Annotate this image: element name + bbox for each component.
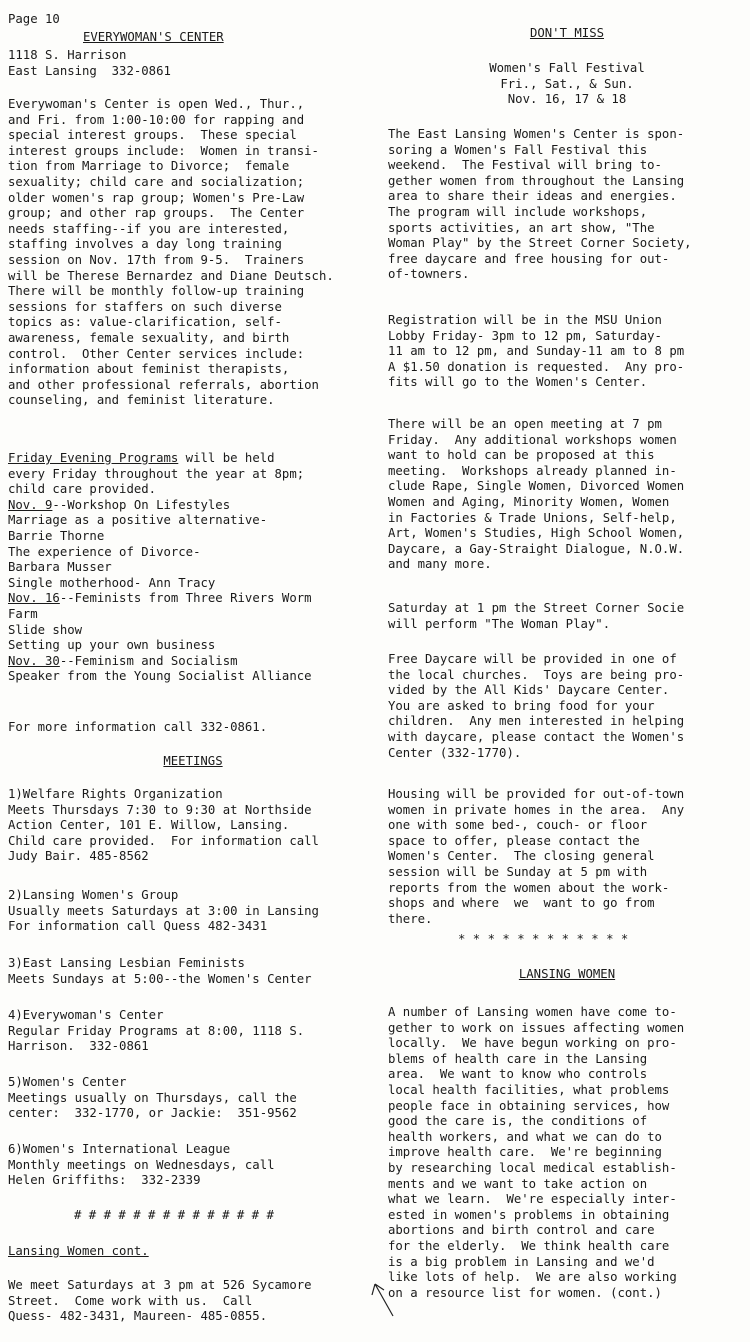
text-line: Art, Women's Studies, High School Women,: [388, 526, 685, 541]
text-line: women in private homes in the area. Any: [388, 802, 685, 817]
text-line: interest groups include: Women in transi-: [8, 143, 319, 158]
program-text: child care provided.: [8, 482, 157, 497]
text-line: control. Other Center services include:: [8, 346, 305, 361]
text-line: information about feminist therapists,: [8, 362, 290, 377]
text-line: the local churches. Toys are being pro-: [388, 667, 685, 682]
text-line: Daycare, a Gay-Straight Dialogue, N.O.W.: [388, 541, 685, 556]
text-line: sexuality; child care and socialization;: [8, 174, 305, 189]
text-line: like lots of help. We are also working: [388, 1270, 677, 1285]
text-line: Monthly meetings on Wednesdays, call: [8, 1157, 275, 1172]
text-line: Street. Come work with us. Call: [8, 1293, 253, 1308]
text-line: sports activities, an art show, "The: [388, 220, 655, 235]
text-line: staffing involves a day long training: [8, 237, 282, 252]
text-line: by researching local medical establish-: [388, 1160, 677, 1175]
text-line: 2)Lansing Women's Group: [8, 888, 179, 902]
text-line: counseling, and feminist literature.: [8, 393, 275, 408]
text-line: Registration will be in the MSU Union: [388, 313, 662, 327]
page-label: Page 10: [8, 12, 60, 26]
text-line: one with some bed-, couch- or floor: [388, 818, 648, 833]
text-line: on a resource list for women. (cont.): [388, 1285, 662, 1300]
text-line: meeting. Workshops already planned in-: [388, 463, 677, 478]
text-line: ested in women's problems in obtaining: [388, 1207, 670, 1222]
text-line: There will be monthly follow-up training: [8, 284, 305, 299]
text-line: The East Lansing Women's Center is spon-: [388, 127, 685, 141]
text-line: blems of health care in the Lansing: [388, 1051, 648, 1066]
text-line: Helen Griffiths: 332-2339: [8, 1173, 201, 1188]
text-line: locally. We have begun working on pro-: [388, 1036, 677, 1051]
text-line: vided by the All Kids' Daycare Center.: [388, 683, 670, 698]
text-line: Housing will be provided for out-of-town: [388, 787, 685, 801]
text-line: The program will include workshops,: [388, 204, 648, 219]
text-line: 6)Women's International League: [8, 1142, 231, 1156]
program-text: Speaker from the Young Socialist Alliance: [8, 669, 312, 684]
text-line: Women's Center. The closing general: [388, 849, 655, 864]
text-line: want to hold can be proposed at this: [388, 448, 655, 463]
text-line: Action Center, 101 E. Willow, Lansing.: [8, 818, 290, 833]
text-line: Women and Aging, Minority Women, Women: [388, 494, 670, 509]
program-text: Barrie Thorne: [8, 528, 105, 543]
text-line: area to share their ideas and energies.: [388, 189, 677, 204]
program-text: Setting up your own business: [8, 638, 216, 653]
text-line: tion from Marriage to Divorce; female: [8, 159, 290, 174]
text-line: Usually meets Saturdays at 3:00 in Lansing: [8, 903, 319, 918]
text-line: Lobby Friday- 3pm to 12 pm, Saturday-: [388, 328, 662, 343]
text-line: center: 332-1770, or Jackie: 351-9562: [8, 1106, 297, 1121]
text-line: health workers, and what we can do to: [388, 1129, 662, 1144]
text-line: sessions for staffers on such diverse: [8, 299, 282, 314]
text-line: 1118 S. Harrison: [8, 48, 127, 62]
text-line: for the elderly. We think health care: [388, 1238, 670, 1253]
text-line: Meets Thursdays 7:30 to 9:30 at Northside: [8, 802, 312, 817]
text-line: Everywoman's Center is open Wed., Thur.,: [8, 97, 305, 111]
text-line: weekend. The Festival will bring to-: [388, 158, 662, 173]
text-line: shops and where we want to go from: [388, 896, 655, 911]
text-line: You are asked to bring food for your: [388, 698, 655, 713]
text-line: abortions and birth control and care: [388, 1223, 655, 1238]
program-text: --Feminism and Socialism: [59, 653, 238, 668]
text-line: local health facilities, what problems: [388, 1082, 670, 1097]
program-text: Barbara Musser: [8, 560, 112, 575]
program-text: will be held: [178, 451, 275, 465]
lansing-women-cont-title: Lansing Women cont.: [8, 1244, 149, 1258]
text-line: topics as: value-clarification, self-: [8, 315, 282, 330]
text-line: 3)East Lansing Lesbian Feminists: [8, 956, 245, 970]
text-line: 1)Welfare Rights Organization: [8, 787, 223, 801]
program-date: Friday Evening Programs: [8, 451, 179, 465]
text-line: in Factories & Trade Unions, Self-help,: [388, 510, 677, 525]
program-date: Nov. 16: [8, 591, 60, 606]
text-line: and Fri. from 1:00-10:00 for rapping and: [8, 112, 305, 127]
text-line: Meets Sundays at 5:00--the Women's Center: [8, 971, 312, 986]
text-line: special interest groups. These special: [8, 128, 297, 143]
text-line: free daycare and free housing for out-: [388, 251, 670, 266]
program-text: every Friday throughout the year at 8pm;: [8, 466, 305, 481]
text-line: soring a Women's Fall Festival this: [388, 142, 648, 157]
text-line: clude Rape, Single Women, Divorced Women: [388, 479, 685, 494]
text-line: group; and other rap groups. The Center: [8, 206, 305, 221]
text-line: children. Any men interested in helping: [388, 714, 685, 729]
text-line: reports from the women about the work-: [388, 880, 670, 895]
program-text: --Feminists from Three Rivers Worm: [59, 591, 312, 606]
text-line: is a big problem in Lansing and we'd: [388, 1254, 655, 1269]
text-line: Fri., Sat., & Sun.: [500, 76, 634, 91]
program-date: Nov. 30: [8, 653, 60, 668]
center-title: EVERYWOMAN'S CENTER: [83, 30, 224, 44]
text-line: and many more.: [388, 557, 492, 572]
text-line: awareness, female sexuality, and birth: [8, 330, 290, 345]
text-line: Saturday at 1 pm the Street Corner Socie: [388, 601, 685, 615]
program-text: --Workshop On Lifestyles: [52, 497, 231, 512]
program-text: Single motherhood- Ann Tracy: [8, 575, 216, 590]
text-line: 4)Everywoman's Center: [8, 1008, 164, 1022]
text-line: Judy Bair. 485-8562: [8, 849, 149, 864]
hash-divider: # # # # # # # # # # # # # #: [74, 1208, 274, 1222]
text-line: Harrison. 332-0861: [8, 1039, 149, 1054]
text-line: will perform "The Woman Play".: [388, 616, 611, 631]
text-line: area. We want to know who controls: [388, 1067, 648, 1082]
text-line: gether to work on issues affecting women: [388, 1020, 685, 1035]
text-line: Nov. 16, 17 & 18: [507, 92, 627, 107]
text-line: session on Nov. 17th from 9-5. Trainers: [8, 252, 305, 267]
text-line: good the care is, the conditions of: [388, 1114, 648, 1129]
text-line: with daycare, please contact the Women's: [388, 729, 685, 744]
more-info: For more information call 332-0861.: [8, 720, 268, 734]
text-line: A number of Lansing women have come to-: [388, 1005, 677, 1019]
text-line: Friday. Any additional workshops women: [388, 432, 677, 447]
text-line: older women's rap group; Women's Pre-Law: [8, 190, 305, 205]
text-line: needs staffing--if you are interested,: [8, 221, 290, 236]
text-line: Quess- 482-3431, Maureen- 485-0855.: [8, 1309, 268, 1324]
text-line: people face in obtaining services, how: [388, 1098, 670, 1113]
star-divider: * * * * * * * * * * * *: [458, 932, 629, 946]
text-line: Child care provided. For information call: [8, 833, 319, 848]
program-text: The experience of Divorce-: [8, 544, 201, 559]
text-line: There will be an open meeting at 7 pm: [388, 417, 662, 431]
text-line: gether women from throughout the Lansing: [388, 173, 685, 188]
text-line: Woman Play" by the Street Corner Society,: [388, 236, 692, 251]
meetings-title: MEETINGS: [163, 754, 223, 768]
text-line: Meetings usually on Thursdays, call the: [8, 1090, 297, 1105]
text-line: ments and we want to take action on: [388, 1176, 648, 1191]
program-date: Nov. 9: [8, 497, 53, 512]
text-line: what we learn. We're especially inter-: [388, 1192, 677, 1207]
text-line: We meet Saturdays at 3 pm at 526 Sycamore: [8, 1278, 312, 1292]
program-text: Marriage as a positive alternative-: [8, 513, 268, 528]
text-line: Free Daycare will be provided in one of: [388, 652, 677, 666]
text-line: space to offer, please contact the: [388, 833, 640, 848]
text-line: there.: [388, 911, 433, 926]
text-line: session will be Sunday at 5 pm with: [388, 864, 648, 879]
lansing-women-title: LANSING WOMEN: [518, 967, 616, 981]
text-line: 11 am to 12 pm, and Sunday-11 am to 8 pm: [388, 344, 685, 359]
text-line: Regular Friday Programs at 8:00, 1118 S.: [8, 1023, 305, 1038]
text-line: will be Therese Bernardez and Diane Deutsch.: [8, 268, 334, 283]
program-text: Slide show: [8, 622, 83, 637]
text-line: 5)Women's Center: [8, 1075, 127, 1089]
text-line: Center (332-1770).: [388, 745, 522, 760]
text-line: East Lansing 332-0861: [8, 63, 171, 78]
text-line: improve health care. We're beginning: [388, 1145, 662, 1160]
text-line: Women's Fall Festival: [489, 61, 645, 75]
text-line: of-towners.: [388, 267, 470, 282]
program-text: Farm: [8, 606, 38, 621]
text-line: and other professional referrals, abortion: [8, 377, 319, 392]
text-line: A $1.50 donation is requested. Any pro-: [388, 359, 685, 374]
text-line: fits will go to the Women's Center.: [388, 375, 648, 390]
dont-miss-title: DON'T MISS: [529, 26, 605, 40]
text-line: For information call Quess 482-3431: [8, 919, 268, 934]
